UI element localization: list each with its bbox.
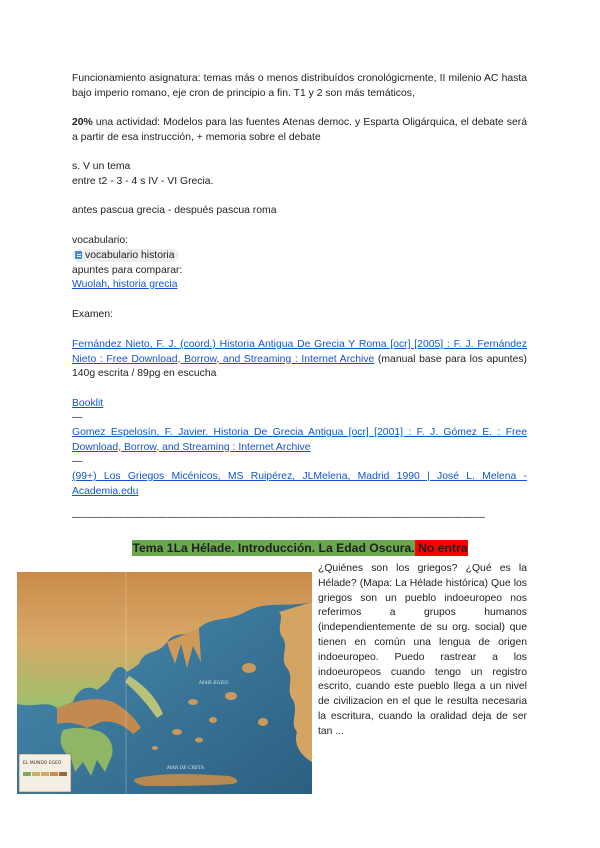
map-legend-title: EL MUNDO EGEO xyxy=(23,761,62,766)
separator-2: — xyxy=(72,456,83,467)
greece-map-image xyxy=(17,572,312,794)
paragraph-actividad xyxy=(72,116,527,145)
long-dash-divider: ——————————————————————————————————————— xyxy=(72,512,486,523)
booklit-link[interactable]: Booklit xyxy=(72,398,104,409)
percentage-bold: 20% xyxy=(72,117,93,128)
paragraph-pascua: antes pascua grecia - después pascua roma xyxy=(72,205,277,216)
fernandez-link[interactable]: Fernández Nieto, F. J. (coord.) Historia Antigua De Grecia Y Roma [ocr] [2005] : F. J. Fernández Nieto : Free Download, Borrow, and Streaming : Internet Archive xyxy=(72,339,527,365)
examen-label: Examen: xyxy=(72,309,114,320)
no-entra-flag: No entra xyxy=(414,541,468,555)
booklit-line xyxy=(72,397,527,412)
gomez-link[interactable]: Gomez Espelosín, F. Javier. Historia De Grecia Antigua [ocr] [2001] : F. J. Gómez E. : Free Download, Borrow, and Streaming : Internet Archive xyxy=(72,427,527,453)
vocabulario-label: vocabulario: xyxy=(72,235,129,246)
fernandez-paragraph xyxy=(72,338,527,382)
vocabulario-chip[interactable] xyxy=(72,249,179,262)
google-doc-icon xyxy=(75,251,82,259)
tema-line-1: s. V un tema xyxy=(72,161,131,172)
tema-heading xyxy=(0,541,600,555)
griegos-link[interactable]: (99+) Los Griegos Micénicos, MS Ruipérez, JLMelena, Madrid 1990 | José L. Melena - Academia.edu xyxy=(72,471,527,497)
map-sea-label-crete: MAR DE CRETA xyxy=(167,766,205,771)
vocabulario-chip-label: vocabulario historia xyxy=(85,250,175,261)
tema-line-2: entre t2 - 3 - 4 s IV - VI Grecia. xyxy=(72,175,214,187)
apuntes-label: apuntes para comparar: xyxy=(72,265,183,276)
paragraph-funcionamiento: Funcionamiento asignatura: temas más o menos distribuídos cronológicmente, II milenio AC hasta bajo imperio romano, eje cron de principio a fin. T1 y 2 son más temáticos, xyxy=(72,73,527,99)
tema-title: Tema 1La Hélade. Introducción. La Edad Oscura. xyxy=(132,541,415,555)
wuolah-line xyxy=(72,278,527,293)
wuolah-link[interactable]: Wuolah, historia grecia xyxy=(72,279,178,290)
vocabulario-chip-line xyxy=(72,249,527,264)
fernandez-note: (manual base para los apuntes) 140g escrita / 89pg en escucha xyxy=(72,353,527,380)
tema-body-text: ¿Quiénes son los griegos? ¿Qué es la Hélade? (Mapa: La Hélade histórica) Que los griegos son un pueblo indoeuropeo nos referimos a grupos humanos (independientemente de su org. social) que tienen en común una lengua de origen indoeuropeo. Puedo rastrear a los indoeuropeos cuando tengo un registro escrito, cuando este pueblo llega a un nivel de civilizacion en el que le resulta necesaria la escritura, cuando la oralidad deja de ser tan ... xyxy=(318,563,527,737)
aegean-map-illustration xyxy=(17,572,312,794)
actividad-text: una actividad: Modelos para las fuentes Atenas democ. y Esparta Oligárquica, el debate será a partir de esa instrucción, + memoria sobre el debate xyxy=(72,117,527,143)
griegos-line xyxy=(72,470,527,499)
gomez-line xyxy=(72,426,527,455)
paragraph-temas xyxy=(72,160,527,189)
map-sea-label-aegean: MAR EGEO xyxy=(199,680,229,686)
separator-1: — xyxy=(72,412,83,423)
